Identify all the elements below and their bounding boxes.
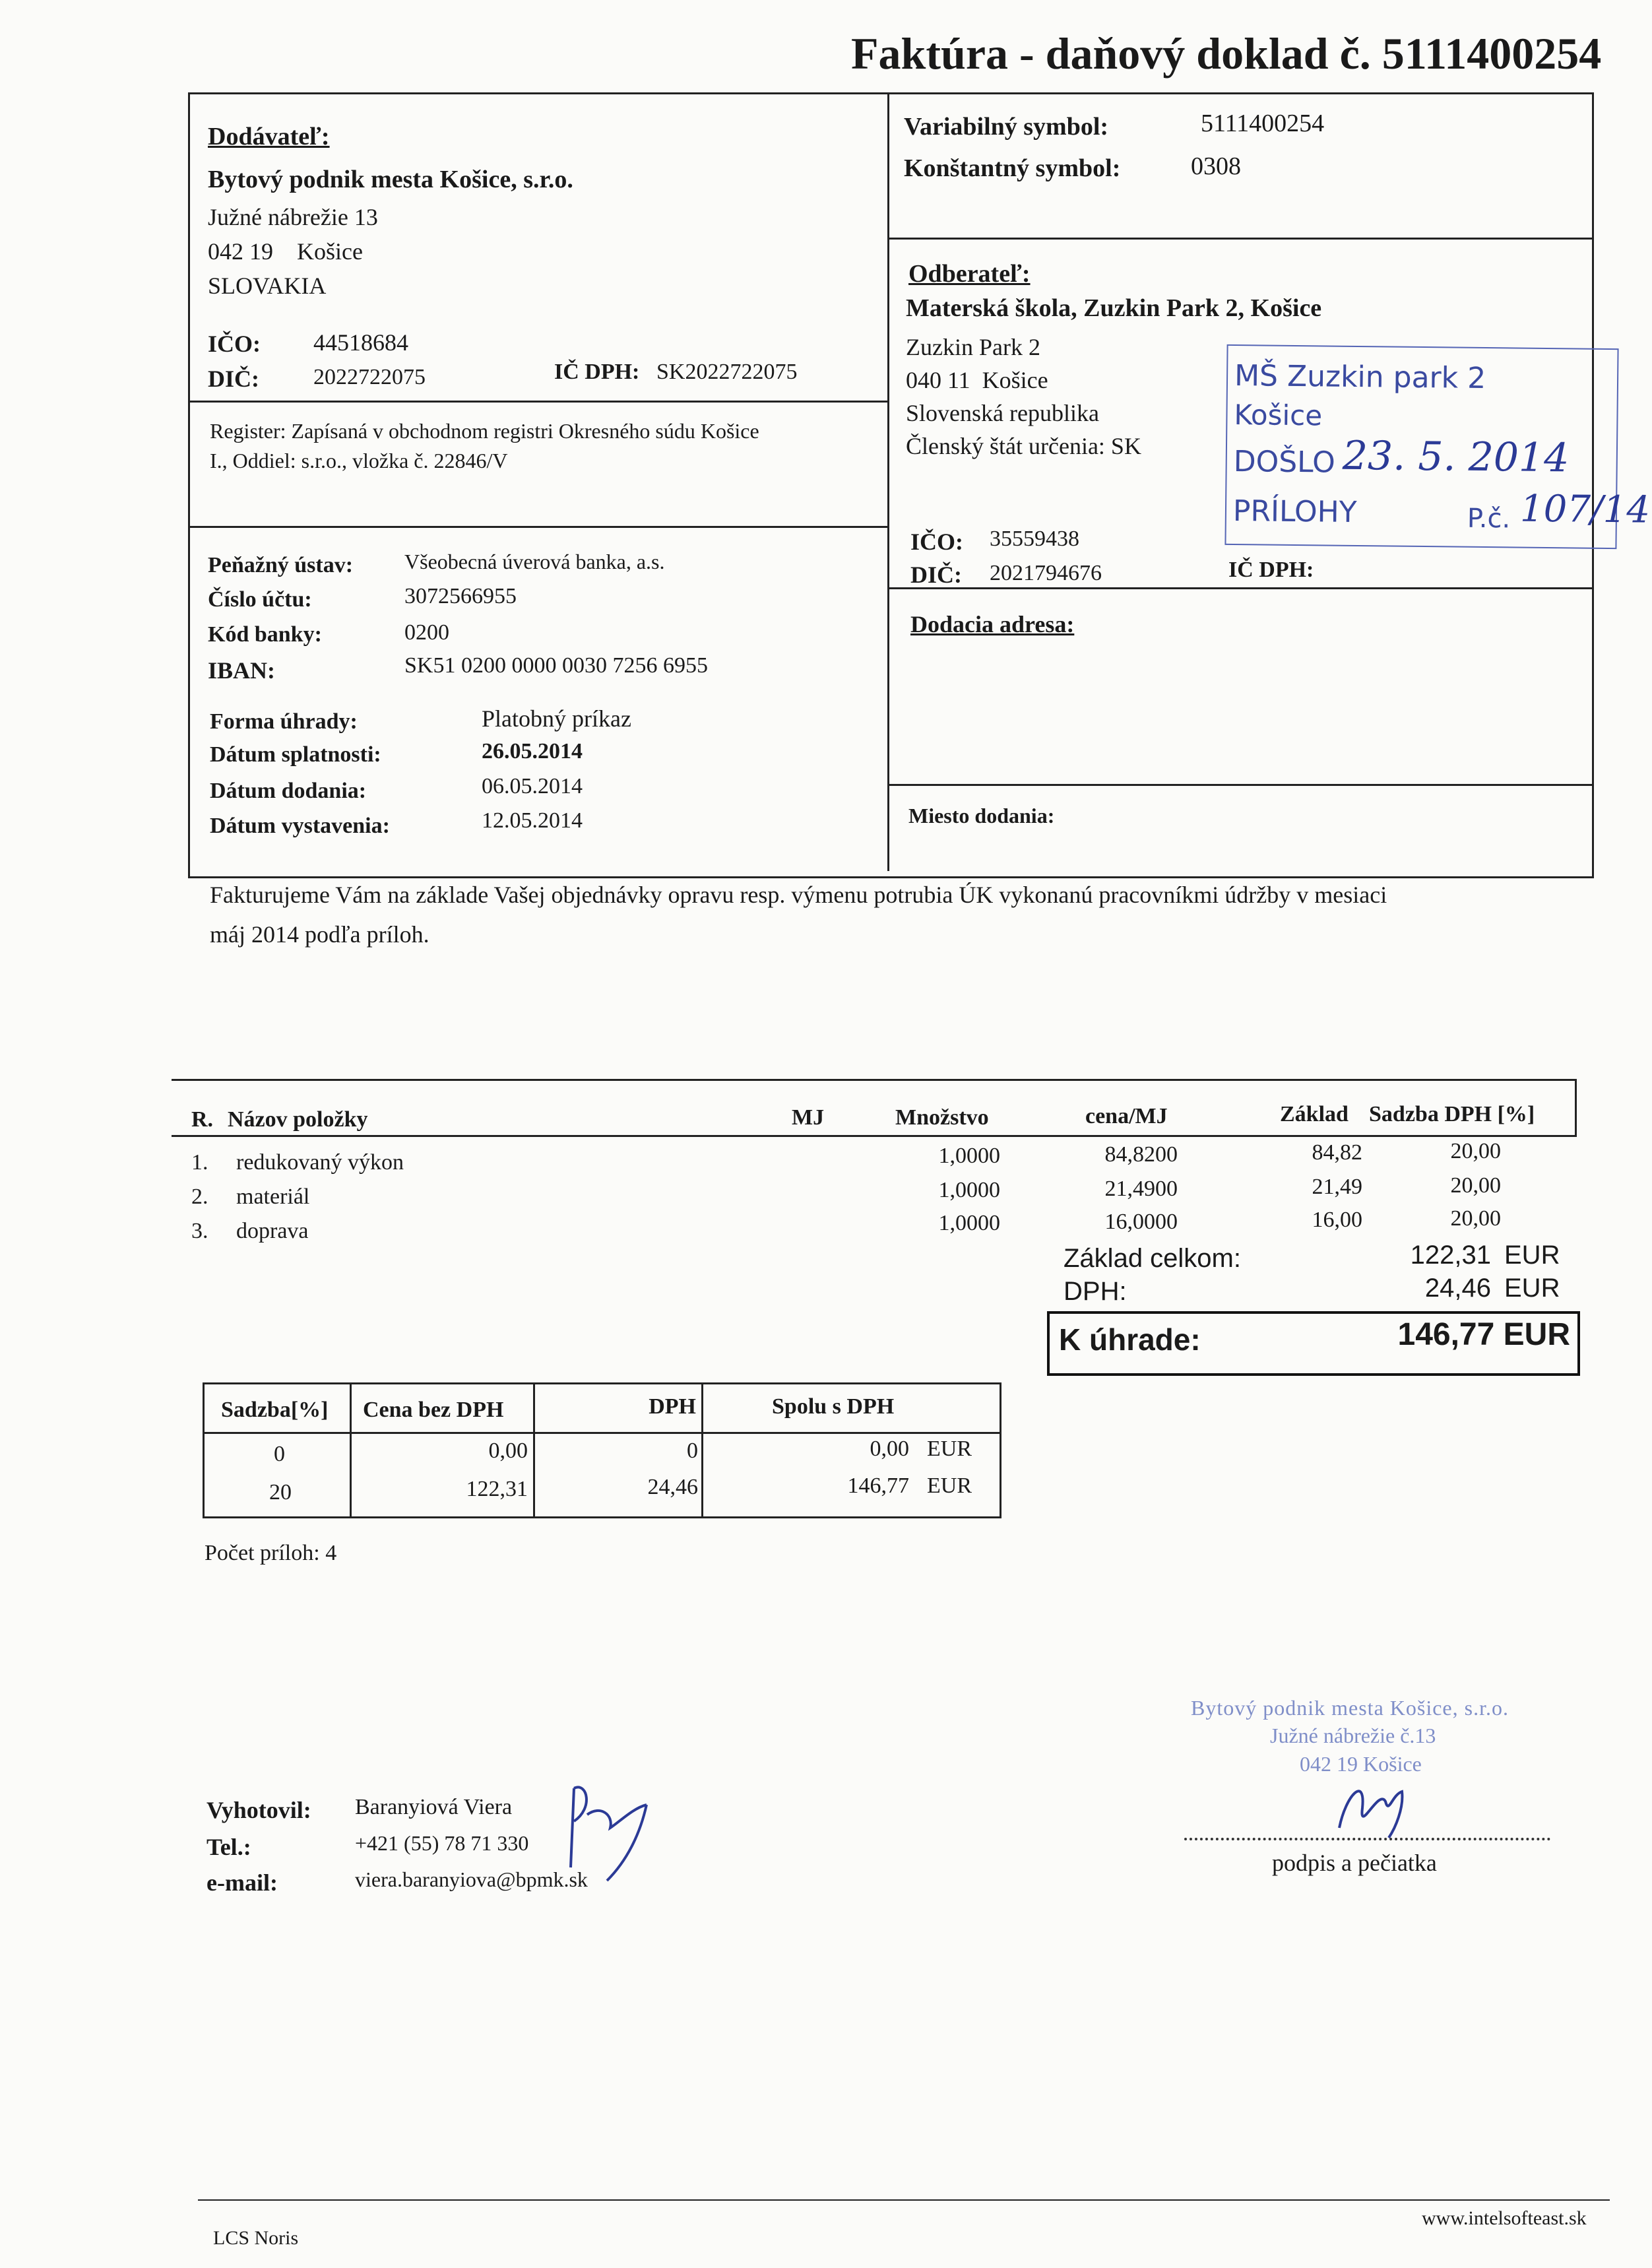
vat-gross: 0,00: [870, 1437, 909, 1461]
supplier-dic: 2022722075: [313, 365, 426, 389]
bank-label: Peňažný ústav:: [208, 553, 354, 577]
email: viera.baranyiova@bpmk.sk: [355, 1867, 588, 1891]
vat-net: 0,00: [488, 1439, 528, 1463]
table-header-rule: [172, 1135, 1577, 1137]
receipt-stamp-line: DOŠLO: [1233, 445, 1336, 480]
bank-code: 0200: [404, 620, 449, 645]
vat-amount: 0: [687, 1439, 698, 1463]
vat-currency: EUR: [927, 1437, 972, 1461]
signature-line: [1184, 1838, 1550, 1840]
handwritten-signature: [1326, 1768, 1432, 1841]
item-qty: 1,0000: [938, 1144, 1000, 1168]
item-vat: 20,00: [1450, 1139, 1501, 1163]
row-number: 2.: [191, 1184, 208, 1209]
issue-date: 12.05.2014: [482, 808, 583, 833]
vat-table-rule: [701, 1382, 703, 1516]
vat-col-rate: Sadzba[%]: [221, 1398, 329, 1422]
vat-currency: EUR: [927, 1474, 972, 1498]
divider: [887, 92, 889, 871]
account-number: 3072566955: [404, 584, 517, 608]
customer-name: Materská škola, Zuzkin Park 2, Košice: [906, 294, 1322, 322]
item-vat: 20,00: [1450, 1173, 1501, 1198]
vat-table-rule: [350, 1382, 352, 1516]
vat-col-net: Cena bez DPH: [363, 1398, 504, 1422]
constant-symbol: 0308: [1191, 152, 1241, 180]
vat-gross: 146,77: [847, 1474, 909, 1498]
vat-col-gross: Spolu s DPH: [772, 1394, 895, 1419]
item-name: materiál: [236, 1184, 310, 1209]
receipt-stamp-line: PRÍLOHY: [1232, 494, 1357, 529]
invoice-description: Fakturujeme Vám na základe Vašej objednávky opravu resp. výmenu potrubia ÚK vykonanú pracovníkmi údržby v mesiaci: [210, 882, 1387, 908]
supplier-street: Južné nábrežie 13: [208, 204, 378, 230]
payment-method: Platobný príkaz: [482, 705, 631, 732]
col-header-qty: Množstvo: [895, 1105, 989, 1130]
constant-symbol-label: Konštantný symbol:: [904, 154, 1121, 182]
bank-code-label: Kód banky:: [208, 622, 322, 647]
col-header-mj: MJ: [792, 1105, 825, 1130]
supplier-ico-label: IČO:: [208, 331, 261, 357]
attachments-count: Počet príloh: 4: [205, 1541, 337, 1565]
col-header-name: Názov položky: [228, 1107, 368, 1132]
item-price: 21,4900: [1104, 1177, 1178, 1201]
total-vat-label: DPH:: [1064, 1277, 1127, 1306]
vat-table-rule: [203, 1432, 1000, 1434]
footer-rule: [198, 2199, 1610, 2201]
supplier-name: Bytový podnik mesta Košice, s.r.o.: [208, 166, 573, 193]
supplier-register: I., Oddiel: s.r.o., vložka č. 22846/V: [210, 449, 508, 472]
phone: +421 (55) 78 71 330: [355, 1831, 529, 1855]
variable-symbol-label: Variabilný symbol:: [904, 113, 1109, 141]
variable-symbol: 5111400254: [1201, 110, 1325, 137]
vat-rate: 20: [269, 1480, 292, 1505]
footer-right: www.intelsofteast.sk: [1422, 2207, 1587, 2229]
iban-label: IBAN:: [208, 657, 276, 684]
handwritten-signature: [548, 1768, 680, 1900]
currency: EUR: [1504, 1241, 1560, 1270]
customer-member-state: Členský štát určenia: SK: [906, 433, 1141, 459]
receipt-stamp-line: Košice: [1234, 399, 1323, 432]
iban: SK51 0200 0000 0030 7256 6955: [404, 653, 708, 678]
customer-zip-city: 040 11 Košice: [906, 367, 1048, 393]
customer-ico: 35559438: [990, 527, 1079, 551]
company-stamp-line: Bytový podnik mesta Košice, s.r.o.: [1191, 1696, 1509, 1720]
receipt-stamp-line: MŠ Zuzkin park 2: [1234, 359, 1486, 396]
vat-table-rule: [533, 1382, 535, 1516]
receipt-date: 23. 5. 2014: [1342, 432, 1570, 482]
vat-rate: 0: [274, 1442, 285, 1466]
amount-due: 146,77 EUR: [1397, 1317, 1570, 1352]
amount-due-label: K úhrade:: [1059, 1322, 1201, 1357]
customer-dic-label: DIČ:: [910, 562, 962, 588]
item-price: 16,0000: [1104, 1210, 1178, 1234]
delivery-place-label: Miesto dodania:: [908, 804, 1055, 827]
divider: [887, 784, 1592, 786]
supplier-country: SLOVAKIA: [208, 273, 327, 299]
footer-left: LCS Noris: [213, 2227, 299, 2249]
email-label: e-mail:: [206, 1869, 278, 1896]
phone-label: Tel.:: [206, 1834, 251, 1860]
table-side-rule: [1575, 1079, 1577, 1137]
vat-net: 122,31: [466, 1477, 528, 1501]
receipt-stamp-pc: P.č.: [1467, 503, 1511, 535]
receipt-number: 107/14: [1519, 487, 1651, 532]
item-base: 84,82: [1312, 1140, 1362, 1165]
invoice-title: Faktúra - daňový doklad č. 5111400254: [851, 28, 1602, 79]
divider: [887, 238, 1592, 240]
col-header-r: R.: [191, 1107, 214, 1132]
row-number: 3.: [191, 1219, 208, 1243]
item-vat: 20,00: [1450, 1206, 1501, 1231]
invoice-description: máj 2014 podľa príloh.: [210, 921, 429, 948]
total-base: 122,31: [1410, 1241, 1491, 1270]
supplier-zip-city: 042 19 Košice: [208, 238, 363, 265]
receipt-stamp: [1224, 344, 1651, 549]
issued-by-label: Vyhotovil:: [206, 1797, 311, 1823]
total-base-label: Základ celkom:: [1064, 1244, 1241, 1273]
signature-label: podpis a pečiatka: [1272, 1850, 1437, 1876]
row-number: 1.: [191, 1150, 208, 1175]
customer-street: Zuzkin Park 2: [906, 334, 1040, 360]
divider: [188, 401, 889, 403]
table-top-rule: [172, 1079, 1577, 1081]
due-date: 26.05.2014: [482, 739, 583, 763]
company-stamp-line: 042 19 Košice: [1300, 1752, 1422, 1776]
item-qty: 1,0000: [938, 1211, 1000, 1235]
total-vat: 24,46: [1424, 1274, 1491, 1303]
customer-heading: Odberateľ:: [908, 260, 1031, 288]
divider: [887, 587, 1592, 589]
col-header-vat: Sadzba DPH [%]: [1369, 1102, 1535, 1126]
delivery-address-label: Dodacia adresa:: [910, 611, 1075, 637]
delivery-date-label: Dátum dodania:: [210, 779, 367, 803]
company-stamp-line: Južné nábrežie č.13: [1270, 1724, 1436, 1747]
supplier-icdph-label: IČ DPH:: [554, 360, 640, 384]
col-header-price: cena/MJ: [1085, 1104, 1168, 1128]
divider: [188, 526, 889, 528]
supplier-heading: Dodávateľ:: [208, 123, 330, 150]
supplier-dic-label: DIČ:: [208, 366, 259, 392]
item-name: doprava: [236, 1219, 309, 1243]
due-date-label: Dátum splatnosti:: [210, 742, 381, 767]
supplier-ico: 44518684: [313, 329, 408, 356]
supplier-icdph: SK2022722075: [656, 360, 798, 384]
item-name: redukovaný výkon: [236, 1150, 404, 1175]
supplier-register: Register: Zapísaná v obchodnom registri Okresného súdu Košice: [210, 419, 759, 443]
bank-name: Všeobecná úverová banka, a.s.: [404, 550, 665, 573]
customer-ico-label: IČO:: [910, 529, 963, 555]
issue-date-label: Dátum vystavenia:: [210, 814, 390, 838]
customer-icdph-label: IČ DPH:: [1228, 558, 1314, 582]
vat-col-vat: DPH: [649, 1394, 696, 1419]
item-base: 16,00: [1312, 1208, 1362, 1232]
item-base: 21,49: [1312, 1175, 1362, 1199]
delivery-date: 06.05.2014: [482, 774, 583, 798]
customer-dic: 2021794676: [990, 561, 1102, 585]
customer-country: Slovenská republika: [906, 400, 1099, 426]
currency: EUR: [1504, 1274, 1560, 1303]
issued-by: Baranyiová Viera: [355, 1795, 513, 1819]
payment-method-label: Forma úhrady:: [210, 709, 358, 734]
account-label: Číslo účtu:: [208, 587, 312, 612]
col-header-base: Základ: [1280, 1102, 1349, 1126]
item-qty: 1,0000: [938, 1178, 1000, 1202]
vat-amount: 24,46: [647, 1475, 698, 1499]
item-price: 84,8200: [1104, 1142, 1178, 1167]
